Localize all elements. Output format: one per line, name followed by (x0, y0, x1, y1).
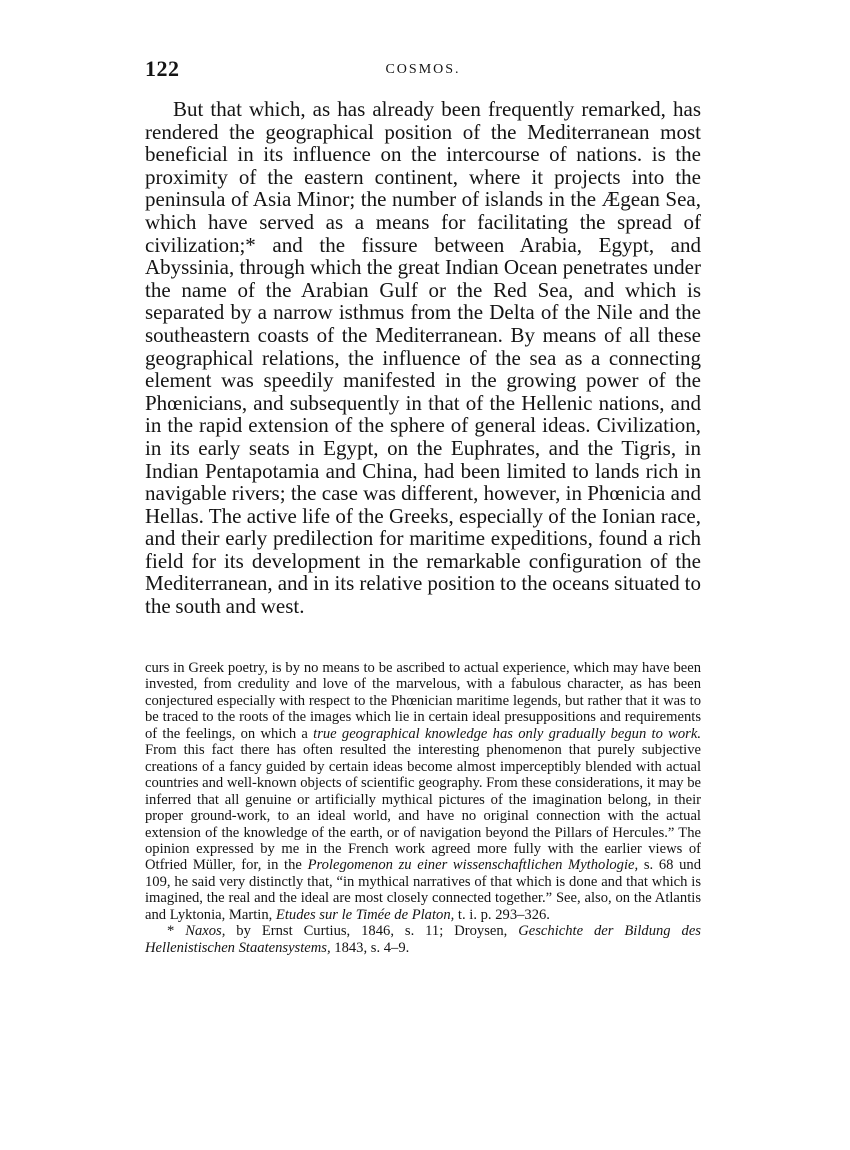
page-header (145, 56, 701, 86)
footnote-text: t. i. p. 293–326. (454, 906, 550, 923)
footnote-italic-title: Etudes sur le Timée de Platon, (275, 906, 455, 923)
running-title: COSMOS. (385, 62, 461, 77)
footnote-marker: * (167, 923, 186, 940)
page-number: 122 (145, 56, 180, 81)
footnote-italic-text: true geographical knowledge has only gradually begun to work. (313, 725, 701, 742)
footnote-continued (145, 660, 701, 923)
footnote-star (145, 923, 701, 956)
main-paragraph: But that which, as has already been frequently remarked, has rendered the geographical position of the Mediterranean most beneficial in its influence on the intercourse of nations. is the proximity of the eastern continent, where it projects into the peninsula of Asia Minor; the number of islands in the Ægean Sea, which have served as a means for facilitating the spread of civilization;* and the fissure between Arabia, Egypt, and Abyssinia, through which the great Indian Ocean penetrates under the name of the Arabian Gulf or the Red Sea, and which is separated by a narrow isthmus from the Delta of the Nile and the southeastern coasts of the Mediterranean. By means of all these geographical relations, the influence of the sea as a connecting element was speedily manifested in the growing power of the Phœnicians, and subsequently in that of the Hellenic nations, and in the rapid extension of the sphere of general ideas. Civilization, in its early seats in Egypt, on the Euphrates, and the Tigris, in Indian Pentapotamia and China, had been limited to lands rich in navigable rivers; the case was different, however, in Phœnicia and Hellas. The active life of the Greeks, especially of the Ionian race, and their early predilection for maritime expeditions, found a rich field for its development in the remarkable configuration of the Mediterranean, and in its relative position to the oceans situated to the south and west. (145, 97, 701, 619)
footnote-text: s. 68 und 109, he said very distinctly that, “in mythical narratives of that which is done and that which is imagined, the real and the ideal are most closely connected together.” See, also, on the Atlantis and Lyktonia, Martin, (145, 857, 701, 923)
footnote-text: From this fact there has often resulted the interesting phenomenon that purely subjective creations of a fancy guided by certain ideas become almost imperceptibly blended with actual countries and well-known objects of scientific geography. From these considerations, it may be inferred that all genuine or artificially mythical pictures of the imagination belong, in their proper ground-work, to an ideal world, and have no original connection with the actual extension of the knowledge of the earth, or of navigation beyond the Pillars of Hercules.” The opinion expressed by me in the French work agreed more fully with the earlier views of Otfried Müller, for, in the (145, 742, 701, 874)
footnote-text: curs in Greek poetry, is by no means to be ascribed to actual experience, which may have been invested, from credulity and love of the marvelous, with a fabulous character, as has been conjectured especially with respect to the Phœnician maritime legends, but rather that it was to be traced to the roots of the images which lie in certain ideal presuppositions and requirements of the feelings, on which a (145, 660, 701, 742)
footnote-text: 1843, s. 4–9. (330, 939, 410, 956)
footnote-italic-title: Prolegomenon zu einer wissenschaftlichen Mythologie, (307, 857, 639, 874)
footnote-text: by Ernst Curtius, 1846, s. 11; Droysen, (225, 923, 519, 940)
footnotes (145, 660, 701, 956)
footnote-italic-title: Geschichte der Bildung des Hellenistischen Staatensystems, (145, 923, 701, 956)
footnote-italic-title: Naxos, (185, 923, 226, 940)
